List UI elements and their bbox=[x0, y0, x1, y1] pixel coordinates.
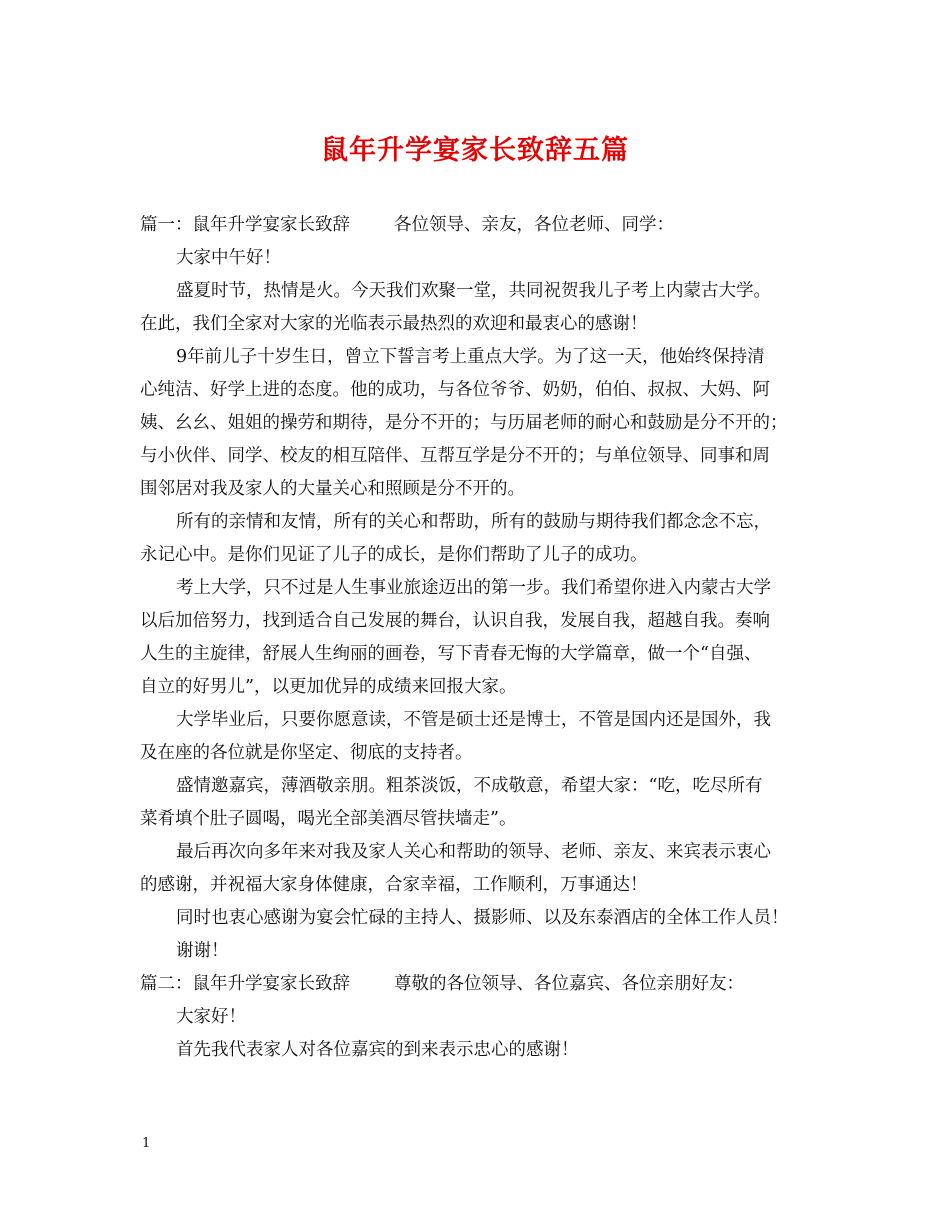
paragraph-line: 所有的亲情和友情，所有的关心和帮助，所有的鼓励与期待我们都念念不忘， bbox=[176, 512, 771, 532]
paragraph-line: 自立的好男儿”，以更加优异的成绩来回报大家。 bbox=[140, 677, 517, 697]
paragraph-line: 姨、幺幺、姐姐的操劳和期待，是分不开的；与历届老师的耐心和鼓励是分不开的； bbox=[140, 413, 788, 433]
paragraph-line: 与小伙伴、同学、校友的相互陪伴、互帮互学是分不开的；与单位领导、同事和周 bbox=[140, 446, 770, 466]
paragraph-line: 及在座的各位就是你坚定、彻底的支持者。 bbox=[140, 743, 473, 763]
paragraph-line: 首先我代表家人对各位嘉宾的到来表示忠心的感谢！ bbox=[176, 1040, 579, 1060]
section-1-salutation: 各位领导、亲友，各位老师、同学： bbox=[394, 215, 674, 235]
section-2-salutation: 尊敬的各位领导、各位嘉宾、各位亲朋好友： bbox=[394, 974, 744, 994]
paragraph-line: 最后再次向多年来对我及家人关心和帮助的领导、老师、亲友、来宾表示衷心 bbox=[176, 842, 771, 862]
paragraph-line: 在此，我们全家对大家的光临表示最热烈的欢迎和最衷心的感谢！ bbox=[140, 314, 648, 334]
paragraph-line: 盛情邀嘉宾，薄酒敬亲朋。粗茶淡饭，不成敬意，希望大家：“吃，吃尽所有 bbox=[176, 776, 763, 796]
paragraph-line: 的感谢，并祝福大家身体健康，合家幸福，工作顺利，万事通达！ bbox=[140, 875, 648, 895]
paragraph-line: 人生的主旋律，舒展人生绚丽的画卷，写下青春无悔的大学篇章，做一个“自强、 bbox=[140, 644, 762, 664]
document-body bbox=[140, 209, 816, 1067]
paragraph-line: 考上大学，只不过是人生事业旅途迈出的第一步。我们希望你进入内蒙古大学 bbox=[176, 578, 771, 598]
section-1-greeting: 大家中午好！ bbox=[176, 248, 281, 268]
section-1-heading bbox=[140, 209, 816, 242]
document-title: 鼠年升学宴家长致辞五篇 bbox=[321, 135, 629, 166]
paragraph-line: 菜肴填个肚子圆喝，喝光全部美酒尽管扶墙走”。 bbox=[140, 809, 517, 829]
paragraph-line: 盛夏时节，热情是火。今天我们欢聚一堂，共同祝贺我儿子考上内蒙古大学。 bbox=[176, 281, 771, 301]
paragraph-line: 心纯洁、好学上进的态度。他的成功，与各位爷爷、奶奶，伯伯、叔叔、大妈、阿 bbox=[140, 380, 770, 400]
paragraph-line: 大学毕业后，只要你愿意读，不管是硕士还是博士，不管是国内还是国外，我 bbox=[176, 710, 771, 730]
paragraph-line: 以后加倍努力，找到适合自己发展的舞台，认识自我，发展自我，超越自我。奏响 bbox=[140, 611, 770, 631]
paragraph-line: 永记心中。是你们见证了儿子的成长，是你们帮助了儿子的成功。 bbox=[140, 545, 648, 565]
section-2-greeting: 大家好！ bbox=[176, 1007, 246, 1027]
paragraph-line: 围邻居对我及家人的大量关心和照顾是分不开的。 bbox=[140, 479, 525, 499]
paragraph-line: 9年前儿子十岁生日，曾立下誓言考上重点大学。为了这一天，他始终保持清 bbox=[176, 347, 765, 367]
page-number: 1 bbox=[142, 1136, 151, 1151]
paragraph-line: 同时也衷心感谢为宴会忙碌的主持人、摄影师、以及东泰酒店的全体工作人员！ bbox=[176, 908, 789, 928]
section-1-thanks: 谢谢！ bbox=[176, 941, 229, 961]
section-2-heading bbox=[140, 968, 816, 1001]
section-1-label: 篇一：鼠年升学宴家长致辞 bbox=[140, 215, 350, 235]
section-2-label: 篇二：鼠年升学宴家长致辞 bbox=[140, 974, 350, 994]
